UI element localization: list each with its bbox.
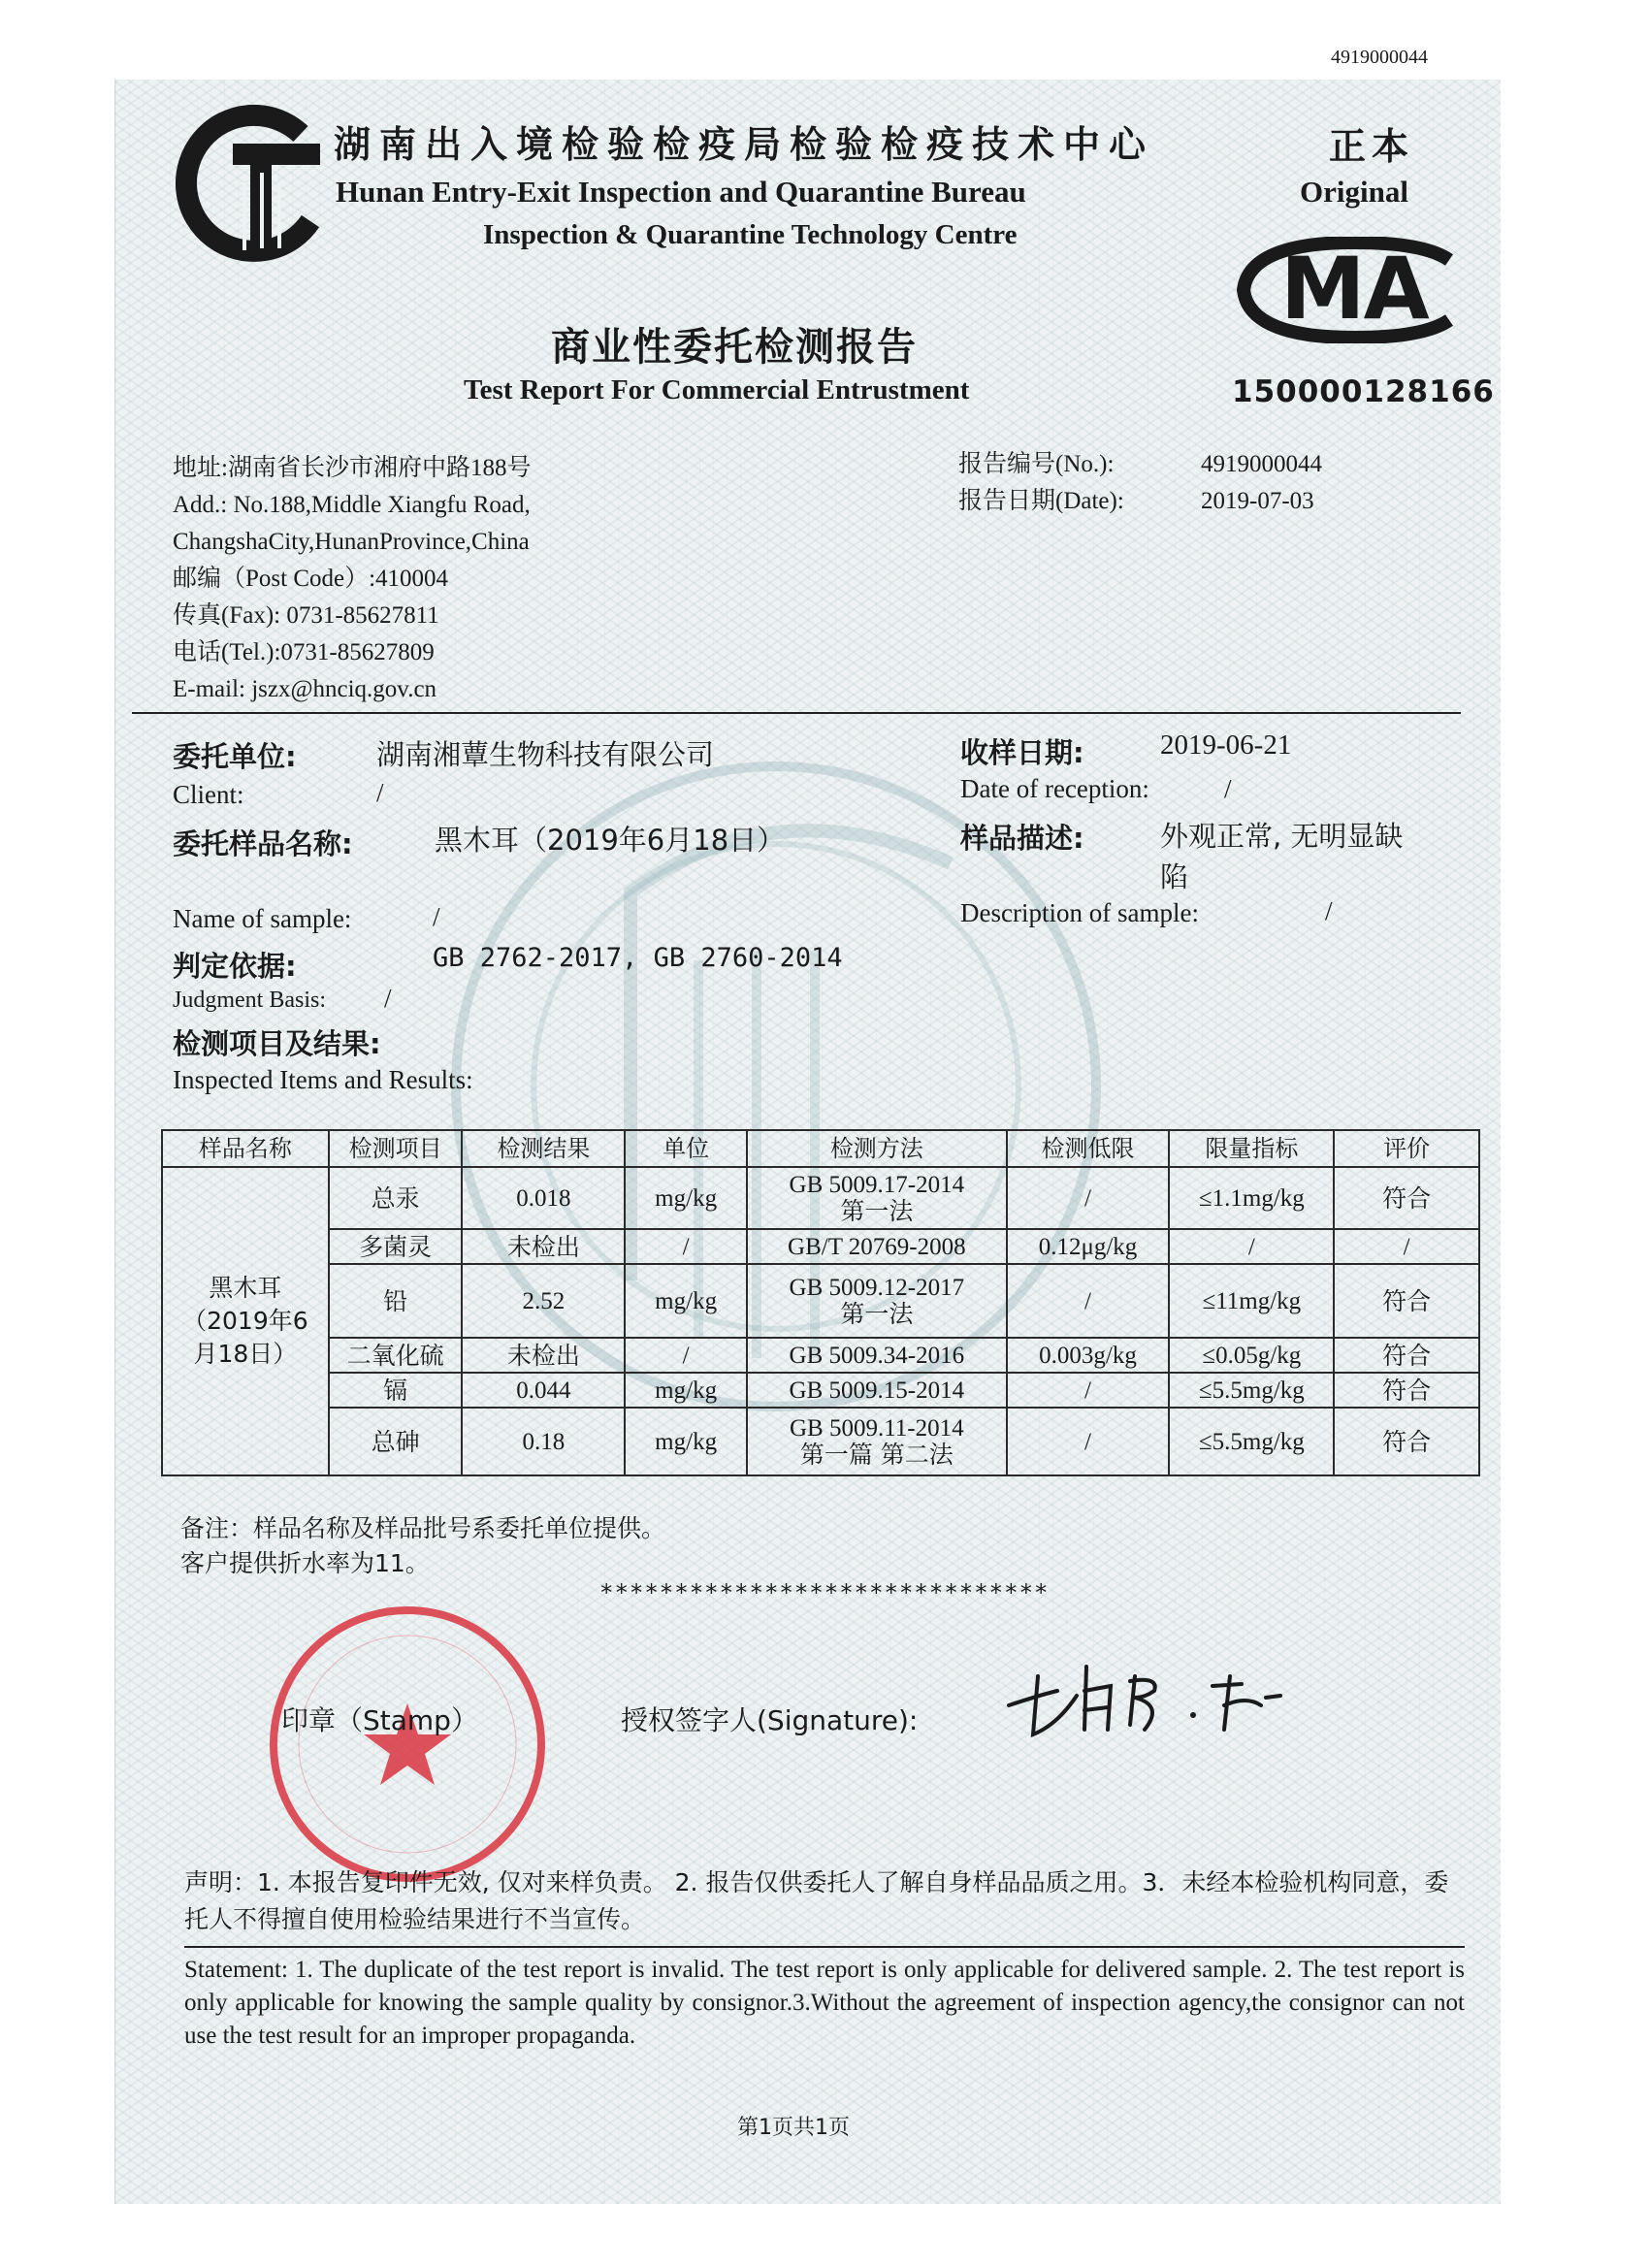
cell-unit: / — [625, 1229, 747, 1264]
cell-unit: mg/kg — [625, 1264, 747, 1338]
reception-value-en: / — [1224, 774, 1232, 803]
cell-item: 二氧化硫 — [329, 1338, 463, 1373]
cell-method — [747, 1408, 1007, 1475]
bureau-logo-icon — [175, 105, 330, 270]
cell-result: 0.18 — [462, 1408, 625, 1475]
method-line: 第一法 — [840, 1300, 914, 1328]
cell-item: 镉 — [329, 1373, 463, 1408]
cell-unit: mg/kg — [625, 1373, 747, 1408]
org-name-en-1: Hunan Entry-Exit Inspection and Quarantine Bureau — [336, 175, 1026, 209]
cell-result: 0.044 — [462, 1373, 625, 1408]
cell-method: GB 5009.15-2014 — [747, 1373, 1007, 1408]
cell-result: 未检出 — [462, 1338, 625, 1373]
client-value: 湖南湘蕈生物科技有限公司 — [376, 738, 715, 771]
cell-method — [747, 1167, 1007, 1229]
address-line: 电话(Tel.):0731-85627809 — [173, 639, 435, 665]
statement-en: Statement: 1. The duplicate of the test report is invalid. The test report is only applicable for delivered sample. 2. The test report is only applicable for knowing the sample quality by consignor.3.Without the agreement of inspection agency,the consignor can not use the test result for an improper propaganda. — [184, 1957, 1465, 2049]
header-divider — [132, 712, 1461, 714]
cell-eval: 符合 — [1334, 1408, 1479, 1475]
table-row — [162, 1167, 1479, 1229]
cell-lod: / — [1007, 1167, 1170, 1229]
sample-name-value-en: / — [433, 902, 440, 931]
col-header: 检测结果 — [462, 1130, 625, 1167]
table-header-row — [162, 1130, 1479, 1167]
cell-eval: 符合 — [1334, 1338, 1479, 1373]
report-date-label: 报告日期(Date): — [958, 488, 1124, 514]
table-row — [162, 1338, 1479, 1373]
method-line: GB 5009.11-2014 — [790, 1415, 964, 1442]
top-report-number: 4919000044 — [1331, 47, 1428, 68]
method-line: 第一法 — [840, 1197, 914, 1225]
cell-item: 总砷 — [329, 1408, 463, 1475]
report-info — [958, 446, 1366, 520]
cell-limit: ≤1.1mg/kg — [1169, 1167, 1334, 1229]
cell-method: GB 5009.34-2016 — [747, 1338, 1007, 1373]
report-no-value: 4919000044 — [1201, 451, 1322, 477]
method-line: 第一篇 第二法 — [799, 1441, 954, 1469]
items-heading-cn: 检测项目及结果: — [173, 1027, 381, 1060]
client-value-en: / — [376, 778, 384, 807]
remark-line: 备注：样品名称及样品批号系委托单位提供。 — [180, 1514, 666, 1542]
report-title-cn: 商业性委托检测报告 — [551, 325, 918, 370]
org-name-cn: 湖南出入境检验检疫局检验检疫技术中心 — [334, 123, 1155, 166]
address-line: 传真(Fax): 0731-85627811 — [173, 602, 439, 629]
judgment-label-en: Judgment Basis: — [173, 988, 327, 1013]
sample-name-value: 黑木耳（2019年6月18日） — [435, 824, 786, 857]
method-line: GB 5009.12-2017 — [789, 1275, 965, 1301]
col-header: 限量指标 — [1169, 1130, 1334, 1167]
cell-method: GB/T 20769-2008 — [747, 1229, 1007, 1264]
sample-name-cell-line: （2019年6 — [182, 1307, 308, 1335]
page-number: 第1页共1页 — [737, 2116, 850, 2140]
address-line: ChangshaCity,HunanProvince,China — [173, 529, 530, 555]
cell-item: 铅 — [329, 1264, 463, 1338]
cell-result: 未检出 — [462, 1229, 625, 1264]
sample-name-label-en: Name of sample: — [173, 904, 352, 933]
address-line: E-mail: jszx@hnciq.gov.cn — [173, 676, 437, 702]
cell-eval: 符合 — [1334, 1373, 1479, 1408]
cell-result: 2.52 — [462, 1264, 625, 1338]
sample-desc-label-en: Description of sample: — [960, 898, 1199, 927]
cell-lod: / — [1007, 1264, 1170, 1338]
col-header: 检测低限 — [1007, 1130, 1170, 1167]
client-label-cn: 委托单位: — [173, 740, 297, 773]
client-label-en: Client: — [173, 780, 244, 809]
cell-limit: ≤5.5mg/kg — [1169, 1408, 1334, 1475]
cell-unit: / — [625, 1338, 747, 1373]
sample-name-cell-line: 月18日） — [193, 1340, 298, 1368]
cell-limit: ≤5.5mg/kg — [1169, 1373, 1334, 1408]
handwritten-signature-icon — [999, 1637, 1290, 1754]
judgment-value: GB 2762-2017, GB 2760-2014 — [433, 943, 843, 973]
col-header: 样品名称 — [162, 1130, 329, 1167]
reception-label-en: Date of reception: — [960, 774, 1149, 803]
sample-name-cell-line: 黑木耳 — [209, 1274, 282, 1302]
cell-lod: / — [1007, 1408, 1170, 1475]
official-stamp-icon — [262, 1599, 553, 1890]
cell-limit: / — [1169, 1229, 1334, 1264]
cell-unit: mg/kg — [625, 1167, 747, 1229]
statement-divider — [184, 1946, 1465, 1948]
reception-label-cn: 收样日期: — [960, 736, 1084, 769]
cell-limit: ≤11mg/kg — [1169, 1264, 1334, 1338]
col-header: 单位 — [625, 1130, 747, 1167]
org-name-en-2: Inspection & Quarantine Technology Centre — [483, 219, 1018, 250]
cell-item: 总汞 — [329, 1167, 463, 1229]
cell-lod: / — [1007, 1373, 1170, 1408]
cell-lod: 0.003g/kg — [1007, 1338, 1170, 1373]
col-header: 评价 — [1334, 1130, 1479, 1167]
cell-eval: / — [1334, 1229, 1479, 1264]
sample-name-label-cn: 委托样品名称: — [173, 827, 353, 860]
statement-cn: 声明：1. 本报告复印件无效, 仅对来样负责。 2. 报告仅供委托人了解自身样品品质之用。3．未经本检验机构同意，委托人不得擅自使用检验结果进行不当宣传。 — [184, 1868, 1449, 1933]
sample-desc-label-cn: 样品描述: — [960, 822, 1084, 855]
address-line: Add.: No.188,Middle Xiangfu Road, — [173, 492, 531, 518]
address-line: 邮编（Post Code）:410004 — [173, 566, 449, 592]
table-row — [162, 1229, 1479, 1264]
table-row — [162, 1264, 1479, 1338]
items-heading-en: Inspected Items and Results: — [173, 1065, 473, 1094]
cell-limit: ≤0.05g/kg — [1169, 1338, 1334, 1373]
table-row — [162, 1373, 1479, 1408]
col-header: 检测项目 — [329, 1130, 463, 1167]
cell-item: 多菌灵 — [329, 1229, 463, 1264]
address-block — [173, 450, 531, 708]
method-line: GB 5009.17-2014 — [789, 1172, 965, 1198]
cma-letters: MA — [1280, 239, 1428, 339]
remark-line: 客户提供折水率为11。 — [180, 1549, 430, 1577]
sample-desc-value-en: / — [1325, 896, 1333, 925]
col-header: 检测方法 — [747, 1130, 1007, 1167]
report-date-value: 2019-07-03 — [1201, 488, 1314, 514]
cell-lod: 0.12μg/kg — [1007, 1229, 1170, 1264]
copy-type-en: Original — [1300, 175, 1408, 209]
cell-result: 0.018 — [462, 1167, 625, 1229]
judgment-label-cn: 判定依据: — [173, 950, 297, 983]
cell-eval: 符合 — [1334, 1264, 1479, 1338]
report-no-label: 报告编号(No.): — [958, 451, 1115, 477]
stamp-label: 印章（Stamp） — [281, 1704, 478, 1736]
judgment-value-en: / — [384, 984, 392, 1013]
cell-method — [747, 1264, 1007, 1338]
results-table — [161, 1129, 1480, 1476]
remarks — [180, 1511, 665, 1581]
address-line: 地址:湖南省长沙市湘府中路188号 — [173, 455, 532, 481]
table-row — [162, 1408, 1479, 1475]
copy-type-cn: 正本 — [1329, 125, 1415, 168]
cma-mark — [1230, 237, 1478, 343]
cell-eval: 符合 — [1334, 1167, 1479, 1229]
sample-name-cell — [162, 1167, 329, 1475]
sample-desc-value-2: 陷 — [1160, 860, 1189, 893]
cma-number: 150000128166 — [1232, 374, 1495, 409]
cell-unit: mg/kg — [625, 1408, 747, 1475]
signature-label: 授权签字人(Signature): — [621, 1704, 919, 1736]
end-of-results-stars: ****************************** — [599, 1579, 1050, 1606]
sample-desc-value-1: 外观正常, 无明显缺 — [1160, 820, 1404, 853]
report-title-en: Test Report For Commercial Entrustment — [464, 374, 970, 405]
reception-date-value: 2019-06-21 — [1160, 729, 1292, 761]
